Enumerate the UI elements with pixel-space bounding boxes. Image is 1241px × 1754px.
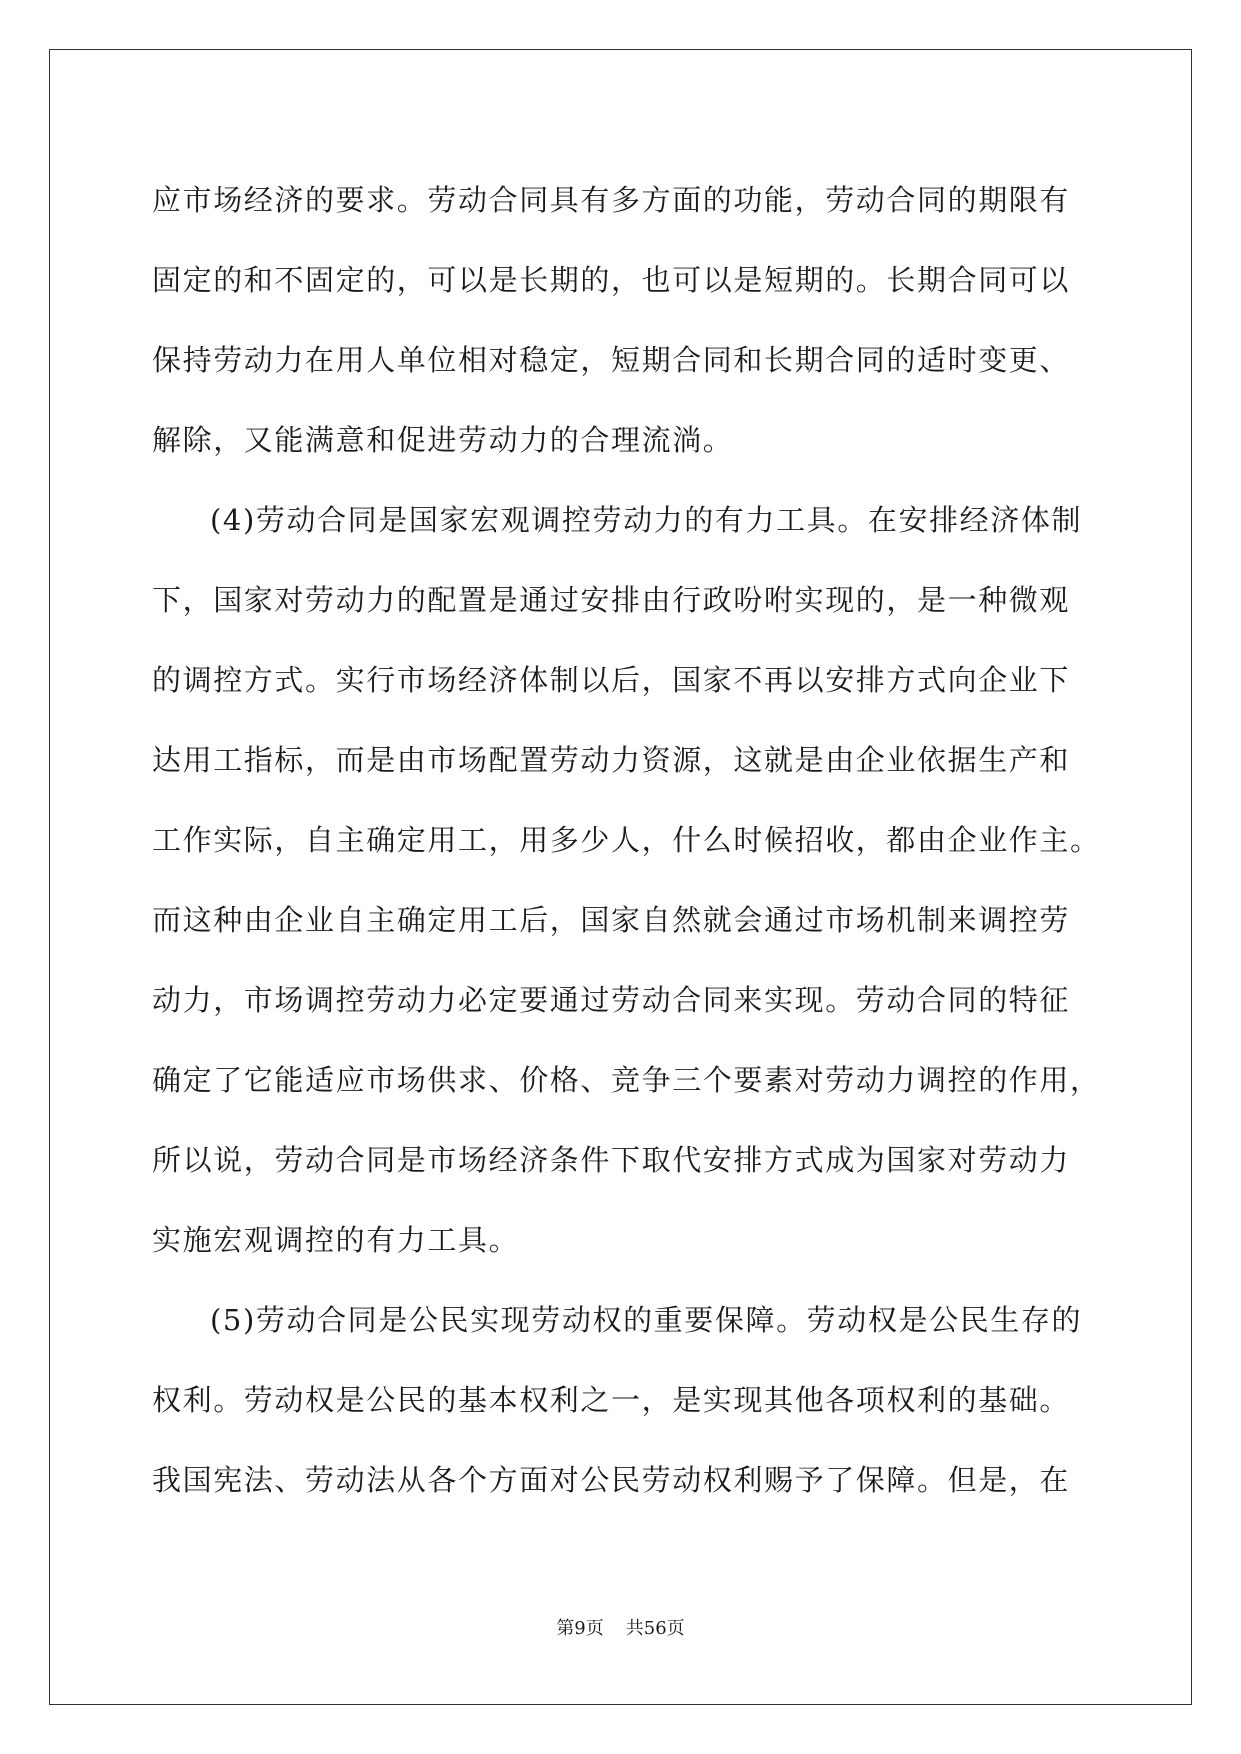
text-line: 保持劳动力在用人单位相对稳定，短期合同和长期合同的适时变更、	[152, 343, 1071, 377]
text-line: 实施宏观调控的有力工具。	[152, 1223, 520, 1257]
text-line: 动力，市场调控劳动力必定要通过劳动合同来实现。劳动合同的特征	[152, 983, 1071, 1017]
text-line: 的调控方式。实行市场经济体制以后，国家不再以安排方式向企业下	[152, 663, 1071, 697]
paragraph-start-4: (4)劳动合同是国家宏观调控劳动力的有力工具。在安排经济体制	[210, 503, 1083, 537]
body-text	[152, 160, 1101, 1520]
text-line: 工作实际，自主确定用工，用多少人，什么时候招收，都由企业作主。	[152, 823, 1101, 857]
text-line: 权利。劳动权是公民的基本权利之一，是实现其他各项权利的基础。	[152, 1383, 1071, 1417]
text-line: 确定了它能适应市场供求、价格、竞争三个要素对劳动力调控的作用，	[152, 1063, 1101, 1097]
text-line: 而这种由企业自主确定用工后，国家自然就会通过市场机制来调控劳	[152, 903, 1071, 937]
page-number: 第9页	[556, 1618, 604, 1639]
total-pages: 共56页	[625, 1618, 685, 1639]
text-line: 所以说，劳动合同是市场经济条件下取代安排方式成为国家对劳动力	[152, 1143, 1071, 1177]
text-line: 达用工指标，而是由市场配置劳动力资源，这就是由企业依据生产和	[152, 743, 1071, 777]
text-line: 解除，又能满意和促进劳动力的合理流淌。	[152, 423, 734, 457]
page-footer	[0, 1614, 1241, 1640]
paragraph-start-5: (5)劳动合同是公民实现劳动权的重要保障。劳动权是公民生存的	[210, 1303, 1083, 1337]
text-line: 固定的和不固定的，可以是长期的，也可以是短期的。长期合同可以	[152, 263, 1071, 297]
text-line: 我国宪法、劳动法从各个方面对公民劳动权利赐予了保障。但是，在	[152, 1463, 1071, 1497]
text-line: 应市场经济的要求。劳动合同具有多方面的功能，劳动合同的期限有	[152, 183, 1071, 217]
text-line: 下，国家对劳动力的配置是通过安排由行政吩咐实现的，是一种微观	[152, 583, 1071, 617]
